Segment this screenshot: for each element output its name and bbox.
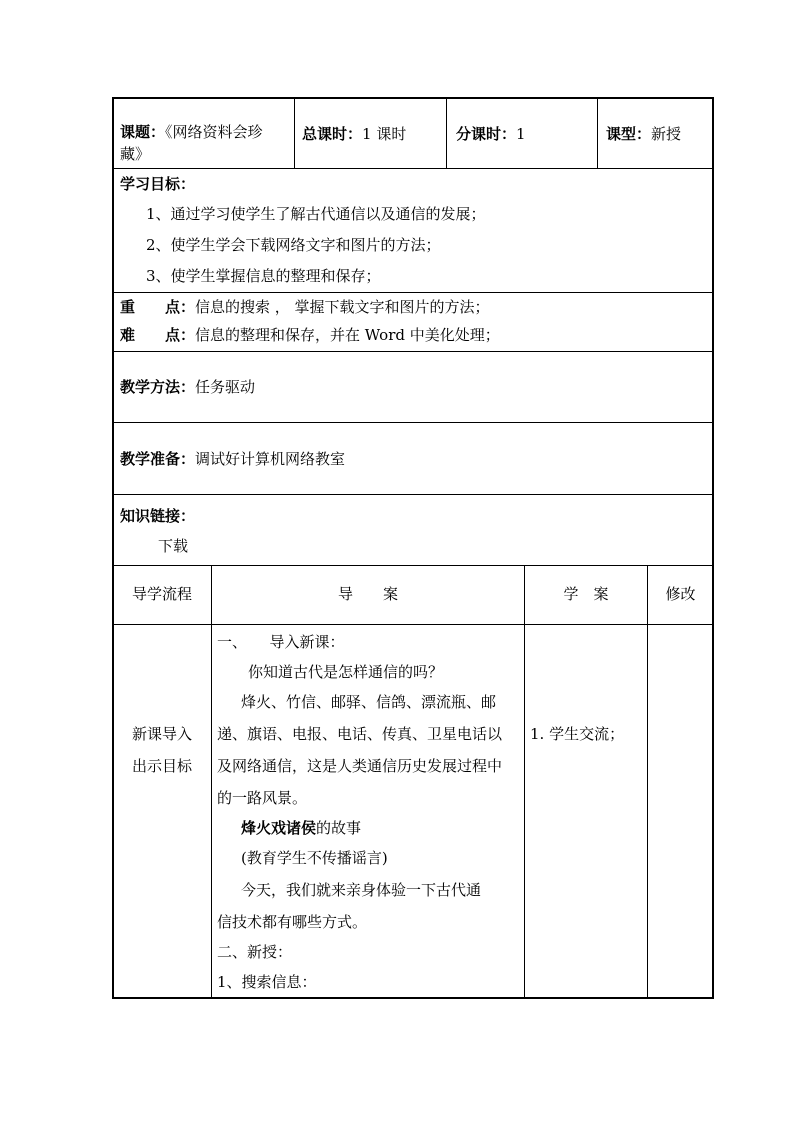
knowledge-link-label: 知识链接：: [120, 507, 196, 525]
col-divider: [647, 565, 648, 998]
key-point: [120, 297, 490, 317]
guide-line: 及网络通信，这是人类通信历史发展过程中: [217, 757, 503, 775]
teaching-prep-label: 教学准备：: [120, 450, 196, 468]
title-value-line2: 藏》: [120, 145, 151, 163]
key-point-text: 信息的搜索 ， 掌握下载文字和图片的方法；: [195, 298, 490, 316]
col-header-guide: 导 案: [337, 585, 398, 603]
sub-hours-value: 1: [516, 125, 526, 143]
row-divider: [113, 351, 713, 352]
study-text: 1. 学生交流；: [530, 725, 625, 743]
col-divider: [524, 565, 525, 998]
row-divider: [113, 292, 713, 293]
total-hours-label: 总课时：: [302, 125, 363, 143]
key-point-label: 重 点：: [120, 298, 196, 316]
difficulty-text: 信息的整理和保存，并在 Word 中美化处理；: [195, 326, 500, 344]
objectives-label: 学习目标：: [120, 175, 196, 193]
lesson-plan-table: [112, 97, 714, 999]
process-step: 出示目标: [131, 757, 192, 775]
teaching-method-text: 任务驱动: [195, 378, 256, 396]
title-cell: [120, 122, 263, 142]
objective-item: 3、使学生掌握信息的整理和保存；: [146, 267, 381, 285]
guide-line: 烽火、竹信、邮驿、信鸽、漂流瓶、邮: [241, 693, 497, 711]
total-hours-cell: [302, 124, 406, 144]
teaching-prep: [120, 449, 345, 469]
col-header-revise: 修改: [665, 585, 696, 603]
guide-line: 你知道古代是怎样通信的吗？: [248, 663, 444, 681]
class-type-label: 课型：: [606, 125, 652, 143]
objective-item: 2、使学生学会下载网络文字和图片的方法；: [146, 236, 441, 254]
knowledge-link-text: 下载: [158, 537, 189, 555]
guide-line: 1、搜索信息：: [217, 973, 317, 991]
guide-line: 一、 导入新课：: [217, 633, 345, 651]
story-title: 烽火戏诸侯: [241, 819, 317, 837]
sub-hours-cell: [456, 124, 526, 144]
guide-line: 今天，我们就来亲身体验一下古代通: [241, 881, 482, 899]
teaching-method: [120, 377, 255, 397]
class-type-cell: [606, 124, 681, 144]
row-divider: [113, 422, 713, 423]
guide-line-story: [241, 818, 361, 838]
col-divider: [446, 98, 447, 168]
row-divider: [113, 494, 713, 495]
difficulty-point: [120, 325, 500, 345]
row-divider: [113, 168, 713, 169]
teaching-method-label: 教学方法：: [120, 378, 196, 396]
class-type-value: 新授: [651, 125, 682, 143]
col-header-process: 导学流程: [131, 585, 192, 603]
col-divider: [597, 98, 598, 168]
guide-line: (教育学生不传播谣言): [241, 849, 388, 867]
col-divider: [211, 565, 212, 998]
sub-hours-label: 分课时：: [456, 125, 517, 143]
title-label: 课题：: [120, 123, 166, 141]
guide-line: 二、新授：: [217, 943, 293, 961]
guide-line: 递、旗语、电报、电话、传真、卫星电话以: [217, 725, 503, 743]
story-suffix: 的故事: [316, 819, 362, 837]
difficulty-label: 难 点：: [120, 326, 196, 344]
teaching-prep-text: 调试好计算机网络教室: [195, 450, 346, 468]
process-step: 新课导入: [131, 725, 192, 743]
objective-item: 1、通过学习使学生了解古代通信以及通信的发展；: [146, 205, 486, 223]
row-divider: [113, 624, 713, 625]
guide-line: 的一路风景。: [217, 789, 308, 807]
row-divider: [113, 565, 713, 566]
col-divider: [294, 98, 295, 168]
guide-line: 信技术都有哪些方式。: [217, 913, 368, 931]
total-hours-value: 1 课时: [362, 125, 407, 143]
title-value-line1: 《网络资料会珍: [165, 123, 263, 141]
col-header-study: 学 案: [563, 585, 609, 603]
